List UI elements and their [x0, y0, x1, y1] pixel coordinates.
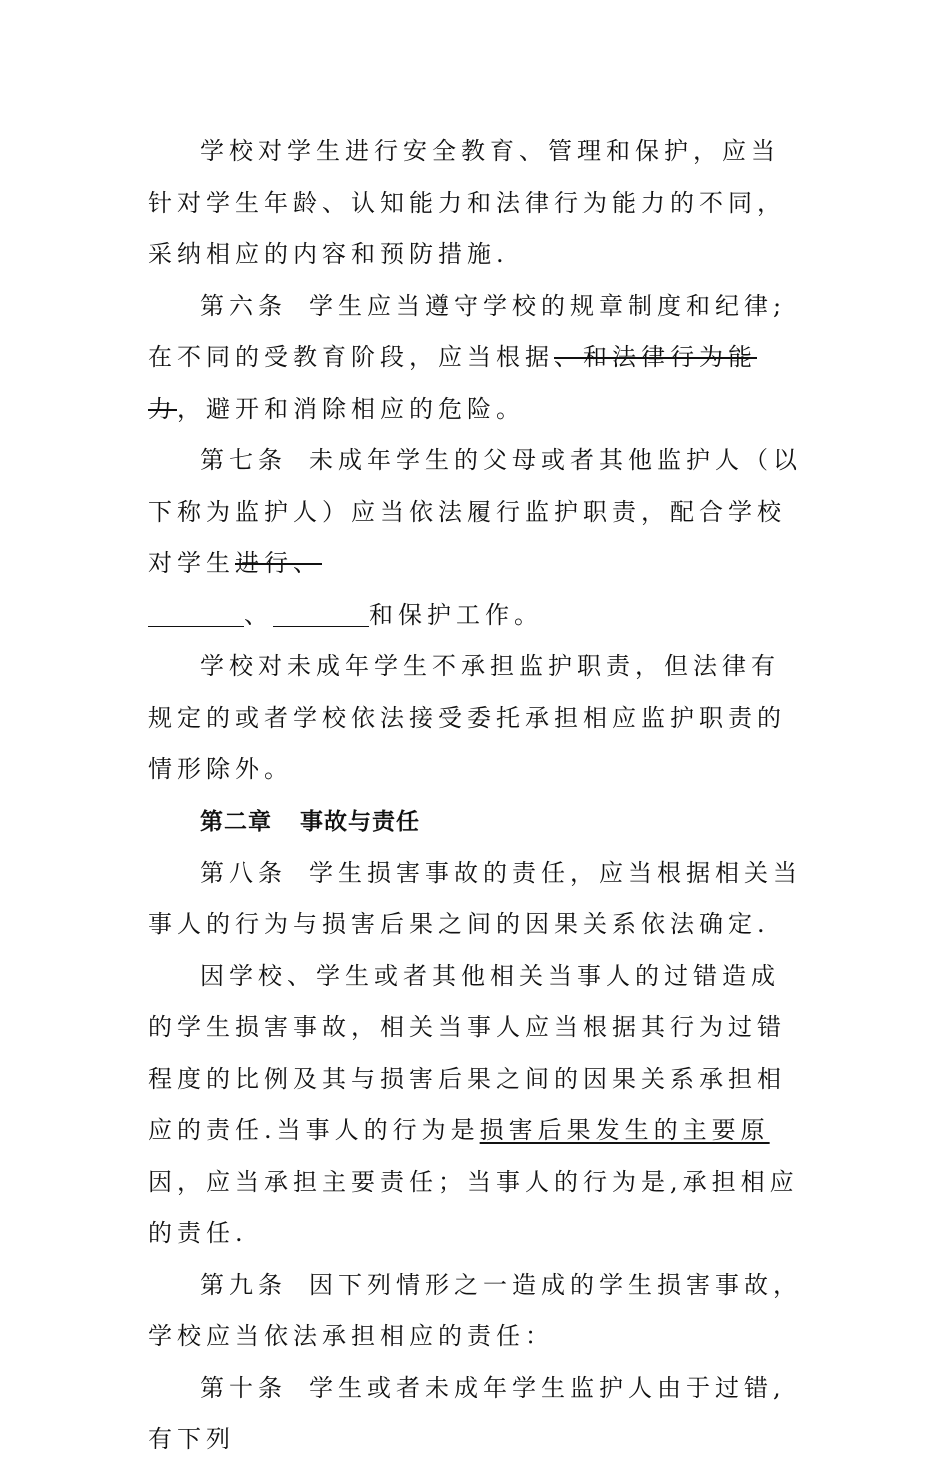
- paragraph-text: 学校对未成年学生不承担监护职责，但法律有规定的或者学校依法接受委托承担相应监护职责的情形除外。: [148, 652, 786, 783]
- paragraph-text: 因学校、学生或者其他相关当事人的过错造成的学生损害事故，相关当事人应当根据其行为过错程度的比例及其与损害后果之间的因果关系承担相应的责任.当事人的行为是: [148, 961, 786, 1144]
- paragraph-article-9: [148, 1260, 808, 1363]
- paragraph-fault-liability: [148, 951, 808, 1260]
- paragraph-article-8: [148, 848, 808, 951]
- article-label: 第七条: [200, 446, 287, 474]
- paragraph-text: 因，应当承担主要责任；当事人的行为是,承担相应的责任.: [148, 1167, 799, 1247]
- document-page: [148, 126, 808, 1466]
- fill-in-blank: [273, 604, 369, 627]
- paragraph-text: 未成年学生的父母或者其他监护人（以下称为监护人）应当依法履行监护职责，配合学校对学生: [148, 446, 802, 577]
- chapter-number: 第二章: [200, 808, 272, 835]
- fill-in-blank-line: [148, 590, 808, 642]
- paragraph-text: 学生应当遵守学校的规章制度和纪律;在不同的受教育阶段，应当根据: [148, 291, 787, 371]
- paragraph-text: 和保护工作。: [369, 600, 543, 629]
- chapter-title: 事故与责任: [300, 808, 420, 835]
- paragraph-text: 因下列情形之一造成的学生损害事故，学校应当依法承担相应的责任：: [148, 1270, 802, 1350]
- article-label: 第六条: [200, 291, 287, 320]
- fill-in-blank: [148, 604, 244, 627]
- paragraph-safety-education: [148, 126, 808, 281]
- chapter-heading: [148, 796, 808, 848]
- underlined-text: 损害后果发生的主要原: [479, 1116, 770, 1144]
- paragraph-guardianship: [148, 641, 808, 796]
- paragraph-text: 学生损害事故的责任，应当根据相关当事人的行为与损害后果之间的因果关系依法确定.: [148, 858, 802, 938]
- paragraph-article-6: [148, 281, 808, 436]
- article-label: 第八条: [200, 858, 287, 887]
- struck-text: 进行、: [235, 549, 322, 577]
- paragraph-text: 学校对学生进行安全教育、管理和保护，应当针对学生年龄、认知能力和法律行为能力的不同，采纳相应的内容和预防措施.: [148, 137, 786, 268]
- article-label: 第十条: [200, 1373, 287, 1402]
- paragraph-text: 学生或者未成年学生监护人由于过错,有下列: [148, 1373, 786, 1453]
- separator-text: 、: [244, 600, 273, 629]
- struck-text: 、和法律行为能力: [148, 343, 757, 423]
- paragraph-article-10: [148, 1363, 808, 1466]
- paragraph-text: ，避开和消除相应的危险。: [177, 394, 525, 423]
- paragraph-article-7: [148, 435, 808, 590]
- article-label: 第九条: [200, 1270, 287, 1299]
